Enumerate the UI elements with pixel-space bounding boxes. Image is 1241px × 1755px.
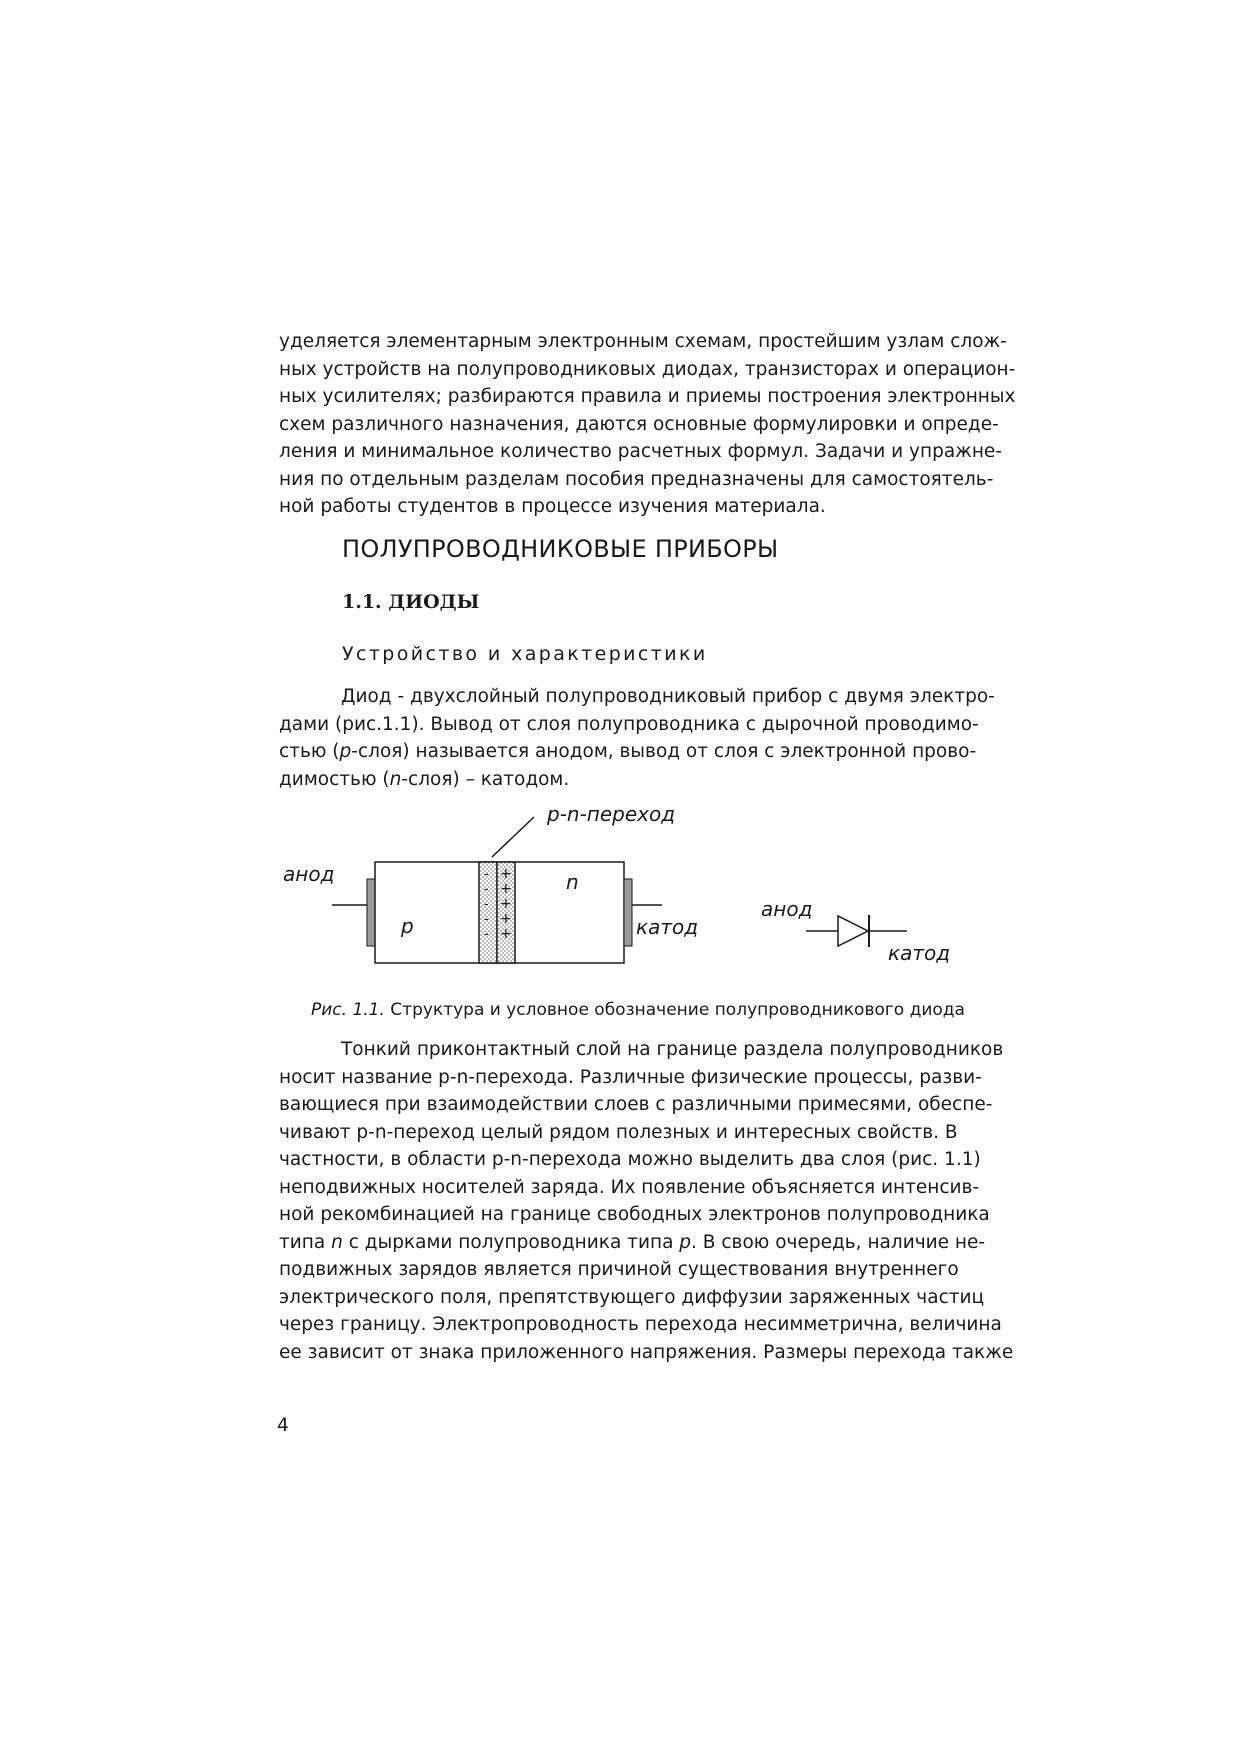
text-line: ных усилителях; разбираются правила и приемы построения электронных	[279, 386, 1016, 407]
caption-text: Структура и условное обозначение полупроводникового диода	[384, 1000, 965, 1020]
diode-paragraph	[279, 683, 995, 793]
cathode-electrode	[624, 879, 632, 946]
minus-sign: -	[484, 912, 489, 927]
minus-sign: -	[484, 882, 489, 897]
plus-sign: +	[500, 866, 512, 882]
symbol-cathode-label: катод	[888, 941, 951, 965]
section-title: 1.1. ДИОДЫ	[342, 591, 480, 613]
text-line	[279, 738, 977, 766]
italic-symbol: n	[389, 768, 402, 790]
text-line	[279, 766, 955, 794]
chapter-title: ПОЛУПРОВОДНИКОВЫЕ ПРИБОРЫ	[342, 535, 779, 563]
text-line: Тонкий приконтактный слой на границе раздела полупроводников	[341, 1039, 1004, 1060]
italic-symbol: р	[339, 741, 352, 762]
text-line: чивают p-n-переход целый рядом полезных и интересных свойств. В	[279, 1121, 958, 1143]
junction-pointer-line	[492, 817, 534, 857]
text-line: электрического поля, препятствующего диффузии заряженных частиц	[279, 1286, 985, 1308]
text-line: уделяется элементарным электронным схемам, простейшим узлам слож-	[279, 331, 1007, 352]
diode-symbol-triangle	[838, 916, 868, 946]
plus-sign: +	[500, 911, 512, 927]
text-line: ния по отдельным разделам пособия предназначены для самостоятель-	[279, 468, 994, 490]
text-segment: . В свою очередь, наличие не-	[691, 1231, 986, 1253]
text-line: ления и минимальное количество расчетных формул. Задачи и упражне-	[279, 441, 1002, 462]
plus-sign: +	[500, 896, 512, 912]
plus-signs	[500, 866, 512, 942]
minus-signs	[484, 867, 489, 942]
cathode-label: катод	[636, 915, 699, 939]
text-line: схем различного назначения, даются основные формулировки и опреде-	[279, 413, 999, 435]
pn-junction-paragraph	[279, 1036, 1014, 1366]
text-line: неподвижных носителей заряда. Их появление объясняется интенсив-	[279, 1176, 980, 1198]
n-region-label: n	[566, 870, 579, 894]
junction-label: p-n-переход	[547, 802, 676, 826]
text-line: ной рекомбинацией на границе свободных электронов полупроводника	[279, 1204, 990, 1225]
text-line: ных устройств на полупроводниковых диодах, транзисторах и операцион-	[279, 358, 1016, 380]
minus-sign: -	[484, 867, 489, 882]
minus-sign: -	[484, 927, 489, 942]
text-line: ной работы студентов в процессе изучения материала.	[279, 496, 826, 517]
text-segment: -слоя) называется анодом, вывод от слоя с электронной прово-	[351, 741, 977, 762]
text-segment: стью (	[279, 741, 340, 762]
anode-electrode	[367, 879, 375, 946]
italic-symbol: n	[331, 1231, 343, 1253]
minus-sign: -	[484, 897, 489, 912]
text-line	[279, 1229, 986, 1257]
text-segment: -слоя) – катодом.	[401, 768, 570, 790]
text-line: носит название p-n-перехода. Различные физические процессы, разви-	[279, 1066, 982, 1088]
text-segment: типа	[279, 1231, 332, 1253]
diode-structure-figure	[270, 800, 980, 970]
figure-caption	[311, 1000, 965, 1020]
anode-label: анод	[283, 862, 335, 886]
text-line: ее зависит от знака приложенного напряжения. Размеры перехода также	[279, 1341, 1014, 1363]
p-region-label: p	[401, 914, 414, 938]
symbol-anode-label: анод	[761, 897, 813, 921]
plus-sign: +	[500, 881, 512, 897]
italic-symbol: p	[679, 1231, 692, 1253]
text-segment: с дырками полупроводника типа	[342, 1231, 680, 1253]
intro-paragraph	[279, 328, 1016, 521]
text-line: дами (рис.1.1). Вывод от слоя полупроводника с дырочной проводимо-	[279, 713, 979, 735]
figure-reference: Рис. 1.1.	[311, 1000, 385, 1020]
plus-sign: +	[500, 926, 512, 942]
text-line: Диод - двухслойный полупроводниковый прибор с двумя электро-	[341, 686, 995, 707]
text-line: через границу. Электропроводность перехода несимметрична, величина	[279, 1314, 1002, 1335]
text-line: вающиеся при взаимодействии слоев с различными примесями, обеспе-	[279, 1094, 993, 1115]
text-line: частности, в области p-n-перехода можно выделить два слоя (рис. 1.1)	[279, 1149, 981, 1170]
page-number: 4	[277, 1415, 289, 1436]
subsection-title: Устройство и характеристики	[342, 643, 708, 665]
text-line: подвижных зарядов является причиной существования внутреннего	[279, 1259, 959, 1280]
text-segment: димостью (	[279, 768, 390, 790]
